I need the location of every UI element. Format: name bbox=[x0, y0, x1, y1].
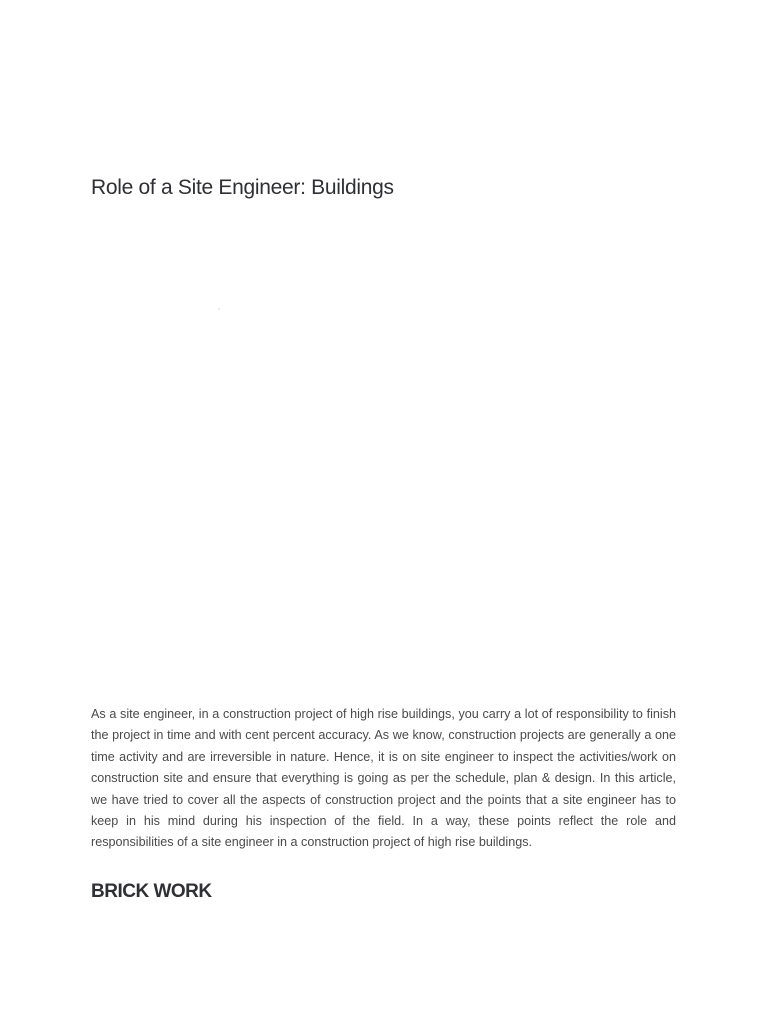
article-image-area bbox=[91, 232, 676, 672]
article-title: Role of a Site Engineer: Buildings bbox=[91, 176, 394, 199]
image-speck bbox=[218, 308, 220, 310]
intro-paragraph: As a site engineer, in a construction project of high rise buildings, you carry a lot of responsibility to finish the project in time and with cent percent accuracy. As we know, construction projects are generally a one time activity and are irreversible in nature. Hence, it is on site engineer to inspect the activities/work on construction site and ensure that everything is going as per the schedule, plan & design. In this article, we have tried to cover all the aspects of construction project and the points that a site engineer has to keep in his mind during his inspection of the field. In a way, these points reflect the role and responsibilities of a site engineer in a construction project of high rise buildings. bbox=[91, 707, 676, 850]
section-heading-brick-work: BRICK WORK bbox=[91, 881, 212, 902]
